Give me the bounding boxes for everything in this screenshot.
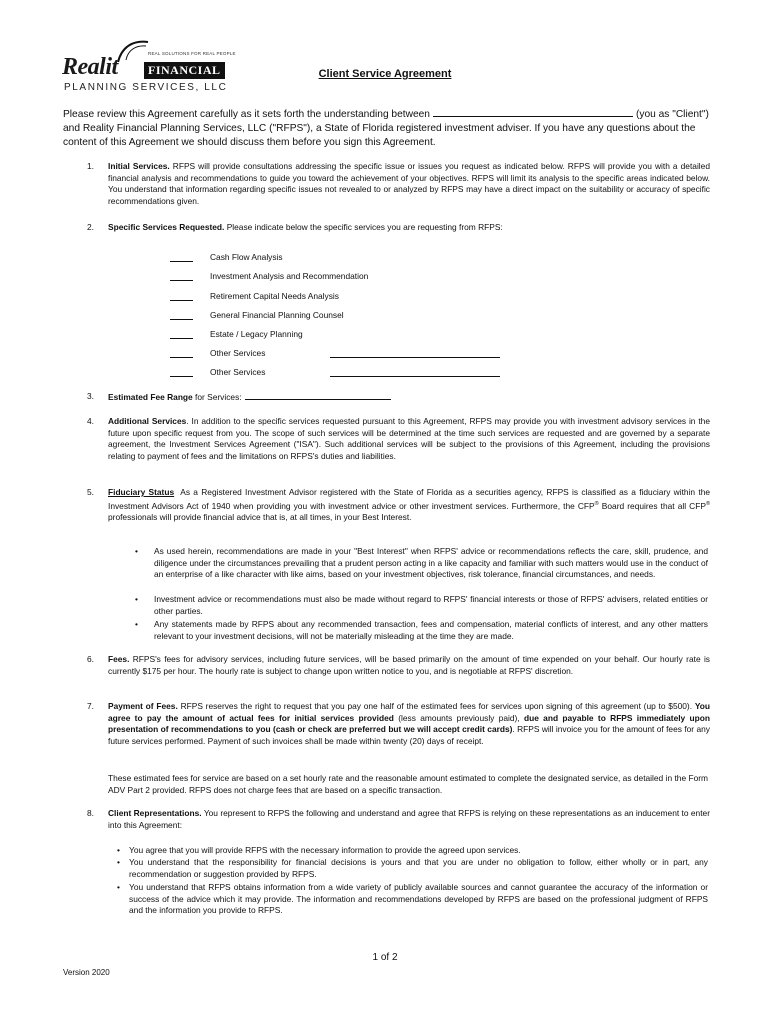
section-number: 5.: [87, 487, 94, 497]
service-checkbox-line[interactable]: [170, 300, 193, 301]
bullet-icon: •: [135, 594, 138, 604]
list-item: [117, 845, 708, 857]
section-heading: Estimated Fee Range: [108, 392, 193, 402]
list-item: [117, 882, 708, 917]
service-checkbox-line[interactable]: [170, 319, 193, 320]
document-title: Client Service Agreement: [318, 68, 452, 80]
list-item: [117, 857, 708, 880]
section-text-c: . RFPS will invoice you for the amount of fees for any future services performed. Payment of such invoices shall be made within twenty (20) days of receipt.: [108, 724, 710, 746]
fee-basis-paragraph: These estimated fees for service are based on a set hourly rate and the reasonable amount estimated to complete the designated service, as detailed in the Form ADV Part 2 provided. RFPS does not charge fees that are based on a specific transaction.: [108, 773, 708, 795]
section-additional-services: [87, 416, 710, 462]
section-fees: [87, 654, 710, 677]
service-label: Other Services: [210, 348, 266, 358]
list-item: [135, 594, 708, 617]
section-heading: Fiduciary Status: [108, 487, 175, 497]
service-checkbox-line[interactable]: [170, 280, 193, 281]
bullet-icon: •: [117, 845, 120, 855]
section-text-a: As a Registered Investment Advisor registered with the State of Florida as a securities agency, RFPS is classified as a fiduciary within the Investment Advisors Act of 1940 when providing you with investment advice or other investment services. Furthermore, the CFP: [108, 487, 711, 511]
service-checkbox-line[interactable]: [170, 376, 193, 377]
bullet-text: You understand that the responsibility for financial decisions is yours and that you are under no obligation to follow, either wholly or in part, any recommendation or suggestion provided by RFPS.: [129, 857, 708, 879]
section-specific-services: [87, 222, 710, 234]
section-text: RFPS's fees for advisory services, including future services, will be based primarily on the amount of time expended on your behalf. Our hourly rate is currently $175 per hour. The hourly rate is subject to change upon written notice to you, and is negotiable at RFPS' discretion.: [108, 654, 710, 676]
section-heading: Additional Services: [108, 416, 187, 426]
service-checkbox-line[interactable]: [170, 357, 193, 358]
section-bold-b: due and payable to RFPS immediately upon presentation of recommendations to you (cash or check are preferred but we will accept credit cards): [108, 712, 710, 735]
bullet-text: Investment advice or recommendations must also be made without regard to RFPS' financial interests or those of RFPS' advisers, related entities or other parties.: [154, 594, 708, 616]
section-number: 1.: [87, 161, 94, 171]
registered-mark: ®: [705, 500, 710, 507]
section-number: 6.: [87, 654, 94, 664]
other-service-field[interactable]: [330, 376, 500, 377]
section-initial-services: [87, 161, 710, 207]
registered-mark: ®: [594, 500, 599, 507]
section-heading: Specific Services Requested.: [108, 222, 225, 232]
logo-wordmark: Realit: [62, 54, 118, 80]
section-text-b: (less amounts previously paid),: [398, 712, 520, 723]
section-text-a: RFPS reserves the right to request that you pay one half of the estimated fees for services upon signing of this agreement (up to $500).: [180, 701, 693, 711]
section-heading: Client Representations.: [108, 808, 202, 818]
bullet-icon: •: [117, 857, 120, 867]
logo-tagline: REAL SOLUTIONS FOR REAL PEOPLE: [148, 51, 236, 56]
section-text: . In addition to the specific services requested pursuant to this Agreement, RFPS may provide you with investment advisory services in the future upon specific request from you. The scope of such services will be determined at the time such services are requested and are governed by a separate agreement, the Investment Services Agreement ("ISA"). Such additional services will be subject to the provisions of this Agreement, including the provisions relating to payment of fees and the limitations on RFPS's duties and liabilities.: [108, 416, 710, 461]
intro-paragraph: [63, 107, 711, 150]
list-item: [135, 619, 708, 642]
fee-range-field[interactable]: [245, 391, 391, 400]
section-text: Please indicate below the specific services you are requesting from RFPS:: [226, 222, 503, 232]
bullet-text: You agree that you will provide RFPS with the necessary information to provide the agreed upon services.: [129, 845, 521, 855]
service-checkbox-line[interactable]: [170, 261, 193, 262]
section-fiduciary-status: [87, 487, 710, 524]
service-checkbox-line[interactable]: [170, 338, 193, 339]
bullet-text: Any statements made by RFPS about any recommended transaction, fees and compensation, material conflicts of interest, and any other matters relevant to your investment decisions, will not be materially misleading at the time they are made.: [154, 619, 708, 641]
other-service-field[interactable]: [330, 357, 500, 358]
section-payment-of-fees: [87, 701, 710, 747]
company-logo: [62, 38, 236, 94]
logo-swoosh-icon: [112, 38, 152, 64]
service-label: Retirement Capital Needs Analysis: [210, 291, 339, 301]
section-text: You represent to RFPS the following and understand and agree that RFPS is relying on these representations as an inducement to enter into this Agreement:: [108, 808, 710, 830]
service-label: Investment Analysis and Recommendation: [210, 271, 369, 281]
section-fee-range: [87, 391, 710, 404]
section-number: 3.: [87, 391, 94, 401]
service-label: Other Services: [210, 367, 266, 377]
logo-subline: PLANNING SERVICES, LLC: [64, 82, 228, 93]
section-number: 7.: [87, 701, 94, 711]
list-item: [135, 546, 708, 581]
intro-text-1: Please review this Agreement carefully as it sets forth the understanding between: [63, 109, 430, 120]
section-text: for Services:: [195, 392, 242, 402]
section-client-representations: [87, 808, 710, 831]
intro-text-2: (you as "Client") and Reality Financial Planning Services, LLC ("RFPS"), a State of Florida registered investment adviser. If you have any questions about the content of this Agreement we should discuss them before you sign this Agreement.: [63, 109, 709, 148]
bullet-icon: •: [117, 882, 120, 892]
bullet-icon: •: [135, 619, 138, 629]
section-text-c: professionals will provide financial advice that is, at all times, in your Best Interest.: [108, 511, 412, 522]
section-number: 2.: [87, 222, 94, 232]
section-heading: Initial Services.: [108, 161, 170, 171]
section-number: 4.: [87, 416, 94, 426]
service-label: Estate / Legacy Planning: [210, 329, 303, 339]
section-text: RFPS will provide consultations addressing the specific issue or issues you request as indicated below. RFPS will provide you with a detailed financial analysis and recommendations to guide you toward the achievement of your objectives. RFPS will limit its analysis to the specific areas indicated below. You understand that information regarding specific issues not revealed to or analyzed by RFPS may have a direct impact on the suitability or accuracy of specific recommendations given.: [108, 161, 710, 206]
logo-financial-box: FINANCIAL: [144, 62, 225, 79]
service-option: [170, 348, 510, 360]
bullet-text: You understand that RFPS obtains information from a wide variety of publicly available sources and cannot guarantee the accuracy of the information or success of the advice which it may provide. The information and recommendations developed by RFPS are based on the professional judgment of RFPS and the information you provide to RFPS.: [129, 882, 708, 916]
section-number: 8.: [87, 808, 94, 818]
service-label: Cash Flow Analysis: [210, 252, 283, 262]
client-name-field[interactable]: [433, 107, 633, 117]
bullet-icon: •: [135, 546, 138, 556]
section-bold-a: You agree to pay the amount of actual fees for initial services provided: [108, 701, 711, 723]
service-label: General Financial Planning Counsel: [210, 310, 344, 320]
bullet-text: As used herein, recommendations are made in your "Best Interest" when RFPS' advice or recommendations reflects the care, skill, prudence, and diligence under the circumstances prevailing that a prudent person acting in a like capacity and familiar with such matters would use in the conduct of an enterprise of a like character with like aims, based on your investment objectives, risk tolerance, financial circumstances, and needs.: [154, 546, 708, 580]
section-heading: Fees.: [108, 654, 130, 664]
service-option: [170, 367, 510, 379]
version-label: Version 2020: [63, 968, 110, 977]
page-number: 1 of 2: [372, 952, 398, 963]
section-text-b: Board requires that all CFP: [598, 500, 706, 511]
section-heading: Payment of Fees.: [108, 701, 178, 711]
